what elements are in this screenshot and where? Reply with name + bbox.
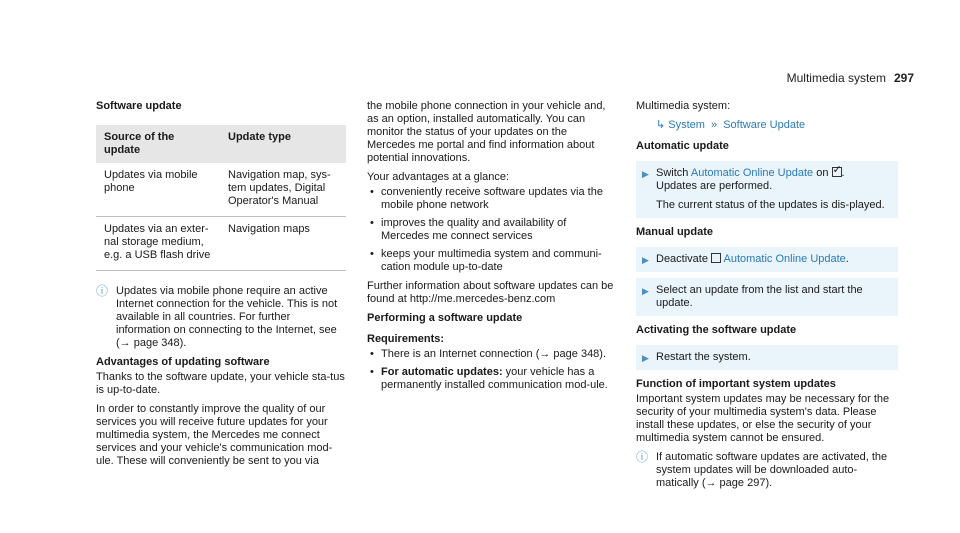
requirements-heading: Requirements: xyxy=(367,333,445,345)
paragraph: Your advantages at a glance: xyxy=(367,171,510,183)
table-cell: Updates via mobile phone xyxy=(96,163,220,217)
page-header xyxy=(787,72,914,85)
bullet-icon: • xyxy=(370,348,374,360)
performing-update-heading: Performing a software update xyxy=(367,312,523,324)
section-title: Multimedia system xyxy=(786,71,886,85)
instruction-step: ▶ Switch Automatic Online Update on ✓ . Updates are performed. The current status of the updates is dis-played. xyxy=(636,161,898,218)
update-source-table xyxy=(96,125,346,271)
advantages-heading: Advantages of updating software xyxy=(96,356,270,368)
paragraph: Further information about software updates can be found at http://me.mercedes-benz.com xyxy=(367,280,614,305)
bullet-icon: • xyxy=(370,217,374,229)
table-cell: Navigation maps xyxy=(220,217,346,271)
setting-link: Automatic Online Update xyxy=(723,253,846,265)
column-1 xyxy=(96,100,346,474)
play-icon: ▶ xyxy=(642,353,649,363)
table-header: Update type xyxy=(220,125,346,163)
checked-checkbox-icon xyxy=(832,167,842,177)
list-item xyxy=(367,186,617,212)
software-update-heading: Software update xyxy=(96,100,182,112)
bullet-icon: • xyxy=(370,248,374,260)
page-number: 297 xyxy=(893,71,914,85)
step-text: Restart the system. xyxy=(656,351,751,363)
table-row xyxy=(96,217,346,271)
unchecked-checkbox-icon xyxy=(711,253,721,263)
path-arrow-icon: ↳ xyxy=(656,119,666,131)
step-text: Switch xyxy=(656,167,691,179)
step-text: Updates are performed. xyxy=(656,180,773,192)
function-heading: Function of important system updates xyxy=(636,378,836,390)
table-cell: Updates via an exter-nal storage medium, e.g. a USB flash drive xyxy=(96,217,220,271)
setting-link: Automatic Online Update xyxy=(690,167,814,179)
column-3 xyxy=(636,100,898,496)
table-header-row xyxy=(96,125,346,163)
list-item-bold: For automatic updates: xyxy=(381,366,503,378)
info-note xyxy=(636,451,898,490)
table-cell: Navigation map, sys-tem updates, Digital Operator's Manual xyxy=(220,163,346,217)
list-item-text: conveniently receive software updates via the mobile phone network xyxy=(381,186,603,211)
paragraph: the mobile phone connection in your vehicle and, as an option, installed automatically. You can monitor the status of your updates on the Mercedes me portal and find information about potential innovations. xyxy=(367,100,606,164)
list-item-text: There is an Internet connection (→ page 348). xyxy=(381,348,607,360)
info-icon: ⓘ xyxy=(636,450,649,464)
paragraph: In order to constantly improve the quality of our services you will receive future updates for your multimedia system, the Mercedes me connect services and your vehicle's communication mod-ule. These will conveniently be sent to you via xyxy=(96,403,333,467)
step-text: Select an update from the list and start the update. xyxy=(656,284,863,309)
path-software-update: Software Update xyxy=(723,119,806,131)
advantages-list xyxy=(367,186,617,274)
menu-path xyxy=(656,119,898,132)
bullet-icon: • xyxy=(370,366,374,378)
list-item-text: keeps your multimedia system and communi-cation module up-to-date xyxy=(381,248,602,273)
note-text: If automatic software updates are activated, the system updates will be downloaded auto-matically (→ page 297). xyxy=(656,451,888,489)
info-icon: ⓘ xyxy=(96,284,109,298)
bullet-icon: • xyxy=(370,186,374,198)
instruction-step xyxy=(636,278,898,316)
list-item xyxy=(367,366,617,392)
paragraph: Multimedia system: xyxy=(636,100,731,112)
list-item-text: improves the quality and availability of Mercedes me connect services xyxy=(381,217,567,242)
play-icon: ▶ xyxy=(642,255,649,265)
requirements-list xyxy=(367,348,617,392)
info-note xyxy=(96,285,346,350)
manual-update-heading: Manual update xyxy=(636,226,714,238)
table-header: Source of the update xyxy=(96,125,220,163)
instruction-step xyxy=(636,345,898,370)
paragraph: Important system updates may be necessary for the security of your multimedia system's data. Please install these updates, or else the security of your multimedia system cannot be ensured. xyxy=(636,393,890,444)
list-item xyxy=(367,217,617,243)
list-item-text: your vehicle has a permanently installed communication mod-ule. xyxy=(381,366,608,391)
step-text: The current status of the updates is dis-played. xyxy=(656,199,885,211)
activating-update-heading: Activating the software update xyxy=(636,324,797,336)
chevron-right-icon: » xyxy=(711,119,718,131)
instruction-step: ▶ Deactivate Automatic Online Update. xyxy=(636,247,898,272)
play-icon: ▶ xyxy=(642,169,649,179)
play-icon: ▶ xyxy=(642,286,649,296)
list-item xyxy=(367,348,617,361)
automatic-update-heading: Automatic update xyxy=(636,140,729,152)
note-text: Updates via mobile phone require an active Internet connection for the vehicle. This is not available in all countries. For further information on connecting to the Internet, see (→ page 348). xyxy=(116,285,338,349)
list-item xyxy=(367,248,617,274)
paragraph: Thanks to the software update, your vehicle sta-tus is up-to-date. xyxy=(96,371,345,396)
step-text: Deactivate xyxy=(656,253,708,265)
path-system: System xyxy=(668,119,705,131)
table-row xyxy=(96,163,346,217)
step-text: on xyxy=(813,167,829,179)
column-2 xyxy=(367,100,617,398)
